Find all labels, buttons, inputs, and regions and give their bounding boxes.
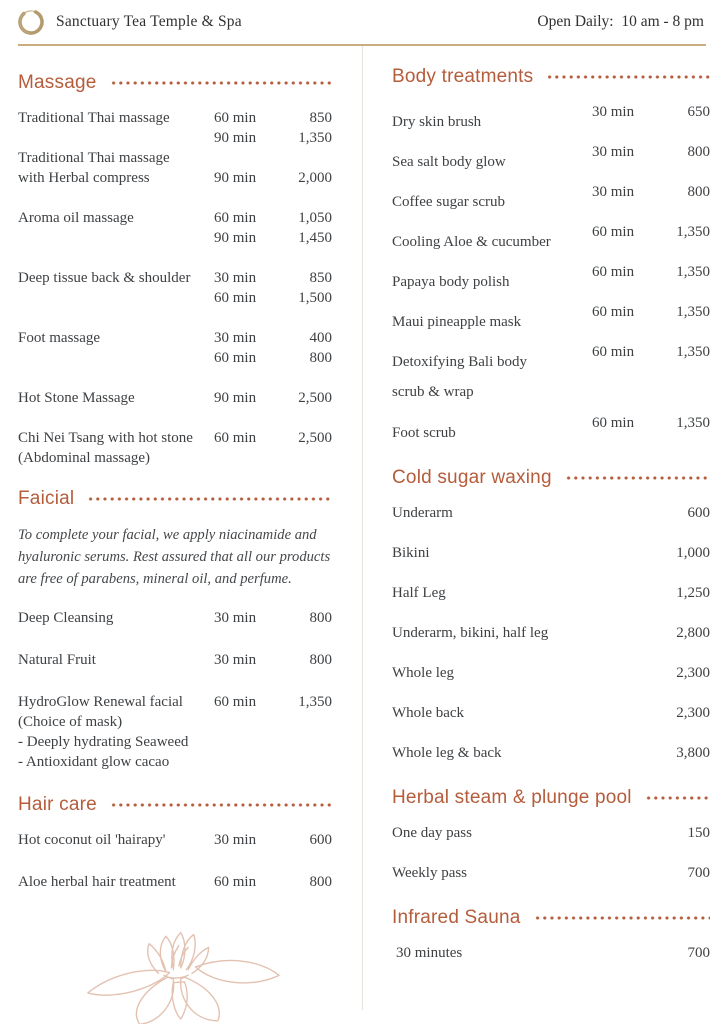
- item-price: 1,350: [676, 304, 710, 320]
- item-name: Deep tissue back & shoulder: [18, 270, 191, 286]
- menu-item: [18, 830, 332, 850]
- item-duration: 60 min: [214, 210, 257, 226]
- item-price: 800: [687, 184, 710, 200]
- item-duration: 30 min: [214, 330, 257, 346]
- menu-item: [18, 388, 332, 408]
- menu-item: [392, 863, 710, 883]
- item-duration: 90 min: [214, 230, 257, 246]
- item-price: 1,450: [298, 230, 332, 246]
- item-name-line2: scrub & wrap: [392, 384, 474, 400]
- item-option: - Antioxidant glow cacao: [18, 754, 170, 770]
- section-massage: [18, 72, 332, 468]
- facial-note: To complete your facial, we apply niacinamide and hyaluronic serums. Rest assured that all our products are free of parabens, mineral oil, and perfume.: [18, 527, 331, 587]
- item-name: One day pass: [392, 825, 472, 841]
- item-price: 800: [309, 610, 332, 626]
- menu-item: [18, 268, 332, 308]
- item-duration: 30 min: [592, 184, 635, 200]
- item-name: Coffee sugar scrub: [392, 194, 506, 210]
- item-name: Detoxifying Bali body: [392, 354, 527, 370]
- item-duration: 60 min: [214, 350, 257, 366]
- section-facial: [18, 488, 332, 772]
- item-duration: 60 min: [592, 264, 635, 280]
- item-price: 3,800: [676, 745, 710, 761]
- section-title: Cold sugar waxing: [392, 467, 552, 488]
- menu-item: [18, 108, 332, 148]
- item-name: Half Leg: [392, 585, 446, 601]
- opening-hours: Open Daily: 10 am - 8 pm: [537, 13, 704, 30]
- item-name: Dry skin brush: [392, 114, 482, 130]
- item-price: 1,350: [676, 264, 710, 280]
- item-price: 1,000: [676, 545, 710, 561]
- menu-item: [392, 663, 710, 683]
- item-name: Natural Fruit: [18, 652, 96, 668]
- item-duration: 30 min: [214, 270, 257, 286]
- section-body-treatments: [392, 66, 710, 443]
- menu-item: [392, 583, 710, 603]
- item-name: Hot coconut oil 'hairapy': [18, 832, 166, 848]
- item-duration: 60 min: [214, 290, 257, 306]
- item-price: 2,000: [298, 170, 332, 186]
- menu-item: [392, 142, 710, 172]
- item-name: Weekly pass: [392, 865, 468, 881]
- menu-item: [18, 208, 332, 248]
- item-duration: 60 min: [214, 430, 257, 446]
- menu-item: [392, 182, 710, 212]
- menu-item: [18, 428, 332, 468]
- menu-item: [392, 262, 710, 292]
- menu-item: [392, 743, 710, 763]
- item-duration: 30 min: [214, 652, 257, 668]
- dotted-leader: [645, 796, 710, 800]
- section-infrared-sauna: [392, 907, 710, 963]
- item-duration: 30 min: [214, 832, 257, 848]
- menu-item: [392, 943, 710, 963]
- item-duration: 60 min: [214, 110, 257, 126]
- dotted-leader: [110, 803, 332, 807]
- column-divider: [362, 46, 363, 1010]
- item-duration: 90 min: [214, 170, 257, 186]
- item-duration: 90 min: [214, 130, 257, 146]
- item-price: 800: [309, 652, 332, 668]
- item-price: 400: [309, 330, 332, 346]
- menu-item: [18, 608, 332, 628]
- item-option: - Deeply hydrating Seaweed: [18, 734, 189, 750]
- item-price: 600: [309, 832, 332, 848]
- item-name: Whole back: [392, 705, 465, 721]
- brand-enso-logo-icon: [16, 7, 46, 37]
- item-name: Aloe herbal hair treatment: [18, 874, 176, 890]
- item-price: 800: [687, 144, 710, 160]
- item-name-line2: (Choice of mask): [18, 714, 123, 730]
- item-name: Foot massage: [18, 330, 101, 346]
- menu-item: [392, 342, 710, 403]
- item-price: 1,350: [676, 344, 710, 360]
- item-duration: 60 min: [592, 224, 635, 240]
- section-cold-sugar-waxing: [392, 467, 710, 763]
- item-name: 30 minutes: [396, 945, 463, 961]
- header: [0, 0, 724, 44]
- item-price: 700: [687, 865, 710, 881]
- section-title: Body treatments: [392, 66, 534, 87]
- section-herbal-steam: [392, 787, 710, 883]
- item-name: Traditional Thai massage: [18, 110, 170, 126]
- item-duration: 60 min: [214, 874, 257, 890]
- menu-item: [392, 623, 710, 643]
- item-name: Traditional Thai massage: [18, 150, 170, 166]
- menu-item: [18, 328, 332, 368]
- menu-item: [392, 222, 710, 252]
- item-price: 2,300: [676, 705, 710, 721]
- menu-item: [18, 872, 332, 892]
- item-price: 800: [309, 874, 332, 890]
- spacer: [18, 228, 214, 248]
- menu-item: [18, 650, 332, 670]
- section-title: Hair care: [18, 794, 97, 815]
- section-hair-care: [18, 794, 332, 892]
- item-price: 850: [309, 110, 332, 126]
- item-price: 600: [687, 505, 710, 521]
- item-name: Hot Stone Massage: [18, 390, 135, 406]
- section-title: Herbal steam & plunge pool: [392, 787, 632, 808]
- item-price: 1,350: [676, 415, 710, 431]
- item-duration: 90 min: [214, 390, 257, 406]
- spacer: [18, 128, 214, 148]
- dotted-leader: [534, 916, 711, 920]
- item-duration: 30 min: [214, 610, 257, 626]
- item-name: Whole leg: [392, 665, 455, 681]
- menu-item: [392, 302, 710, 332]
- item-name: Underarm, bikini, half leg: [392, 625, 549, 641]
- menu-item: [392, 413, 710, 443]
- menu-item: [392, 703, 710, 723]
- menu-item: [392, 503, 710, 523]
- section-title: Massage: [18, 72, 97, 93]
- item-name: Sea salt body glow: [392, 154, 506, 170]
- item-duration: 60 min: [592, 415, 635, 431]
- brand-name: Sanctuary Tea Temple & Spa: [56, 13, 242, 30]
- item-name-line2: (Abdominal massage): [18, 450, 151, 466]
- menu-item: [18, 692, 332, 772]
- item-name-line2: with Herbal compress: [18, 170, 150, 186]
- item-price: 800: [309, 350, 332, 366]
- item-duration: 30 min: [592, 144, 635, 160]
- item-price: 150: [687, 825, 710, 841]
- item-price: 1,500: [298, 290, 332, 306]
- dotted-leader: [110, 81, 333, 85]
- item-name: Deep Cleansing: [18, 610, 114, 626]
- item-name: Bikini: [392, 545, 430, 561]
- menu-item: [18, 148, 332, 188]
- item-duration: 60 min: [592, 344, 635, 360]
- item-name: Cooling Aloe & cucumber: [392, 234, 551, 250]
- spacer: [18, 348, 214, 368]
- item-price: 1,350: [298, 694, 332, 710]
- dotted-leader: [87, 497, 332, 501]
- lotus-illustration-icon: [76, 914, 291, 1024]
- section-title: Infrared Sauna: [392, 907, 521, 928]
- menu-item: [392, 823, 710, 843]
- item-price: 850: [309, 270, 332, 286]
- item-price: 700: [687, 945, 710, 961]
- item-price: 1,250: [676, 585, 710, 601]
- item-duration: 60 min: [592, 304, 635, 320]
- item-price: 2,500: [298, 430, 332, 446]
- item-price: 1,350: [676, 224, 710, 240]
- item-price: 2,500: [298, 390, 332, 406]
- item-name: Maui pineapple mask: [392, 314, 522, 330]
- item-name: HydroGlow Renewal facial: [18, 694, 183, 710]
- item-name: Chi Nei Tsang with hot stone: [18, 430, 193, 446]
- menu-item: [392, 102, 710, 132]
- item-name: Whole leg & back: [392, 745, 502, 761]
- item-name: Aroma oil massage: [18, 210, 134, 226]
- menu-item: [392, 543, 710, 563]
- item-price: 1,050: [298, 210, 332, 226]
- item-price: 1,350: [298, 130, 332, 146]
- spacer: [18, 288, 214, 308]
- item-price: 2,300: [676, 665, 710, 681]
- item-name: Papaya body polish: [392, 274, 510, 290]
- item-duration: 60 min: [214, 694, 257, 710]
- dotted-leader: [565, 476, 710, 480]
- right-column: [392, 44, 710, 1024]
- item-price: 2,800: [676, 625, 710, 641]
- item-name: Underarm: [392, 505, 453, 521]
- dotted-leader: [546, 75, 710, 79]
- item-name: Foot scrub: [392, 425, 456, 441]
- item-price: 650: [687, 104, 710, 120]
- left-column: [0, 44, 336, 1024]
- section-title: Faicial: [18, 488, 75, 509]
- item-duration: 30 min: [592, 104, 635, 120]
